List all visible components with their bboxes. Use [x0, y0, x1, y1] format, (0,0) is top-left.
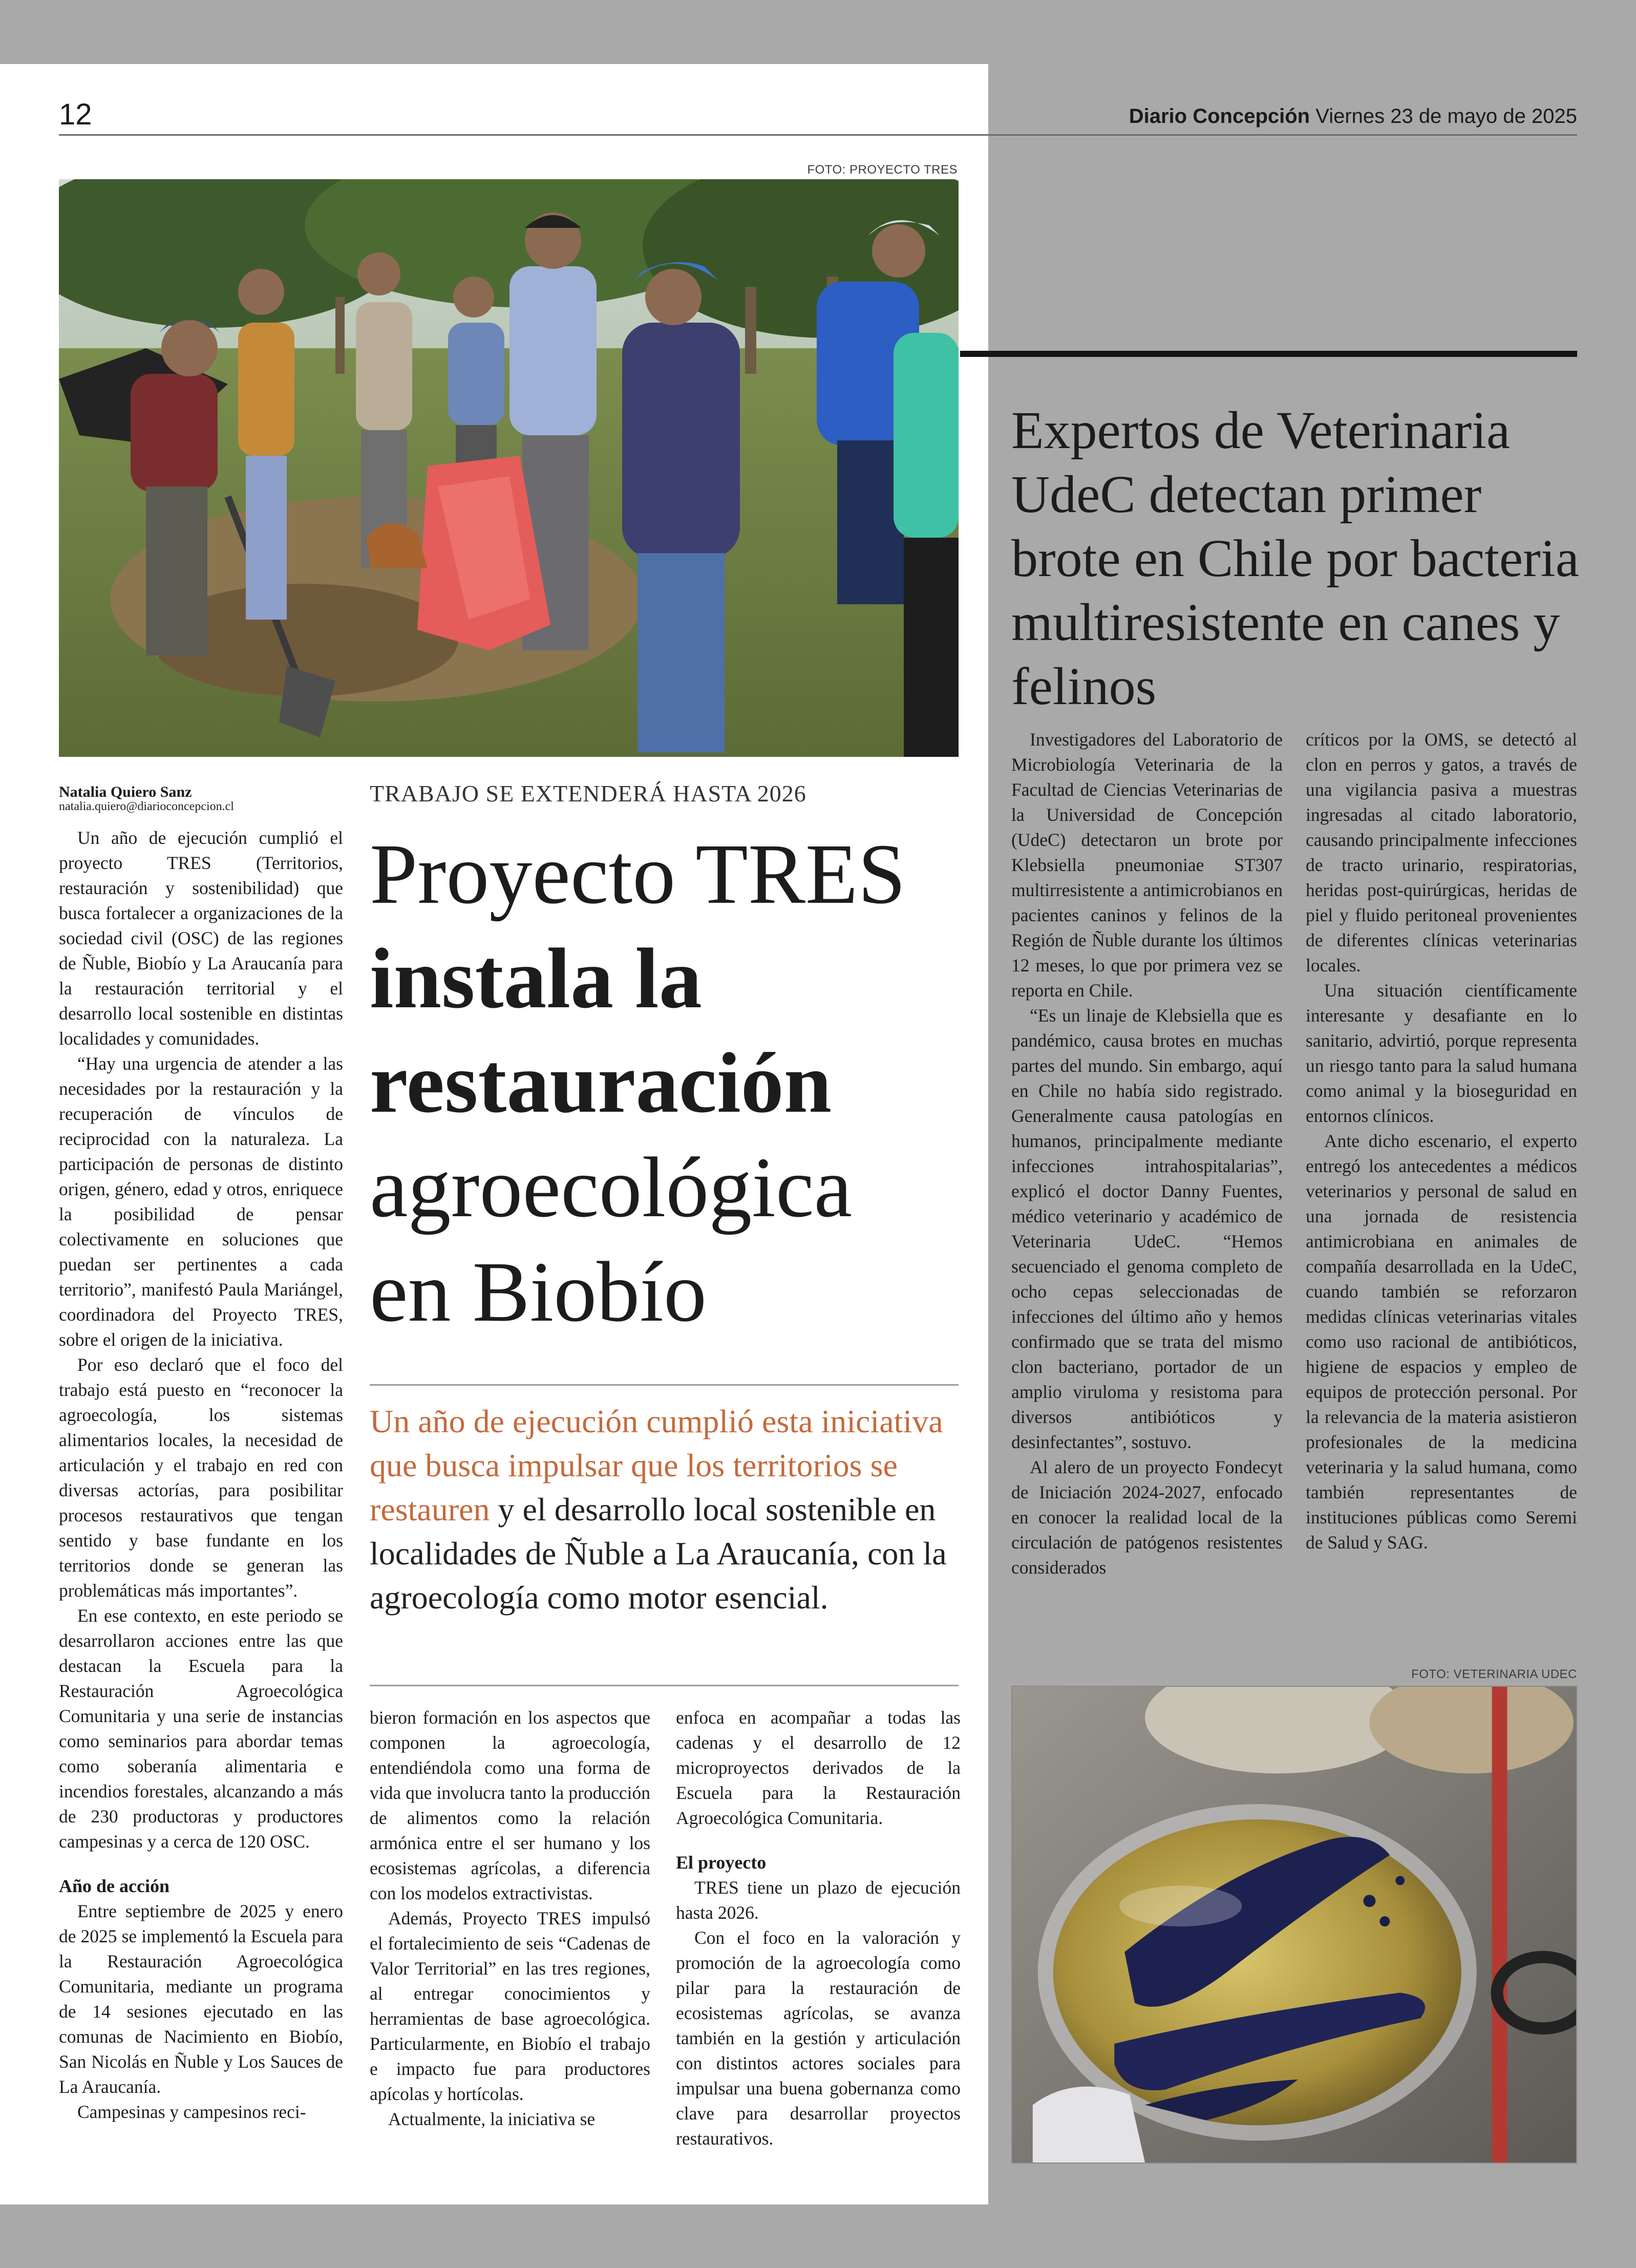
- header-rule: [59, 134, 1577, 136]
- main-article-photo: [59, 179, 959, 757]
- paragraph: Por eso declaró que el foco del trabajo está puesto en “reconocer la agroecología, los sistemas alimentarios locales, la necesidad de articulación y el trabajo en red con diversas actorías, para posibilitar procesos restaurativos que tengan sentido y base fundante en los territorios donde se generan las problemáticas más importantes”.: [59, 1354, 343, 1601]
- headline-line-5: en Biobío: [370, 1244, 707, 1340]
- side-article-headline: Expertos de Veterinaria UdeC detectan primer brote en Chile por bacteria multiresistente en canes y felinos: [1011, 401, 1579, 716]
- deck-rule-bottom: [370, 1685, 959, 1686]
- headline-line-3: restauración: [370, 1035, 832, 1131]
- kicker: TRABAJO SE EXTENDERÁ HASTA 2026: [370, 780, 806, 807]
- paragraph: Al alero de un proyecto Fondecyt de Iniciación 2024-2027, enfocado en conocer la realidad local de la circulación de patógenos resistentes considerados: [1011, 1457, 1283, 1578]
- paragraph: Ante dicho escenario, el experto entregó los antecedentes a médicos veterinarios y personal de salud en una jornada de resistencia antimicrobiana en animales de compañía desarrollada en la UdeC, cuando también se reforzaron medidas clínicas veterinarias vitales como uso racional de antibióticos, higiene de espacios y empleo de equipos de protección personal. Por la relevancia de la materia asistieron profesionales de la medicina veterinaria y la salud humana, como también representantes de instituciones públicas como Seremi de Salud y SAG.: [1306, 1131, 1577, 1553]
- headline-line-4: agroecológica: [370, 1140, 853, 1235]
- paragraph: bieron formación en los aspectos que componen la agroecología, entendiéndola como una forma de vida que involucra tanto la producción de alimentos como la relación armónica entre el ser humano y los ecosistemas agrícolas, a diferencia con los modelos extractivistas.: [370, 1707, 650, 1903]
- masthead: [1129, 105, 1577, 128]
- main-article-column-2: [370, 1705, 650, 2132]
- side-article-rule: [960, 351, 1577, 357]
- paragraph: enfoca en acompañar a todas las cadenas y el desarrollo de 12 microproyectos derivados de la Escuela para la Restauración Agroecológica Comunitaria.: [676, 1707, 961, 1828]
- paragraph: Campesinas y campesinos reci-: [77, 2102, 306, 2122]
- deck: [370, 1400, 964, 1620]
- paragraph: Un año de ejecución cumplió el proyecto TRES (Territorios, restauración y sostenibilidad) que busca fortalecer a organizaciones de la sociedad civil (OSC) de las regiones de Ñuble, Biobío y La Araucanía para la restauración territorial y el desarrollo local sostenible en distintas localidades y comunidades.: [59, 828, 343, 1049]
- paragraph: Además, Proyecto TRES impulsó el fortalecimiento de seis “Cadenas de Valor Territorial” en las tres regiones, al entregar conocimientos y herramientas de base agroecológica. Particularmente, en Biobío el trabajo e impacto fue para productores apícolas y hortícolas.: [370, 1908, 650, 2104]
- deck-highlight: Un año de ejecución cumplió esta iniciativa que busca impulsar que los territorios se restauren: [370, 1403, 943, 1528]
- photo-credit: FOTO: PROYECTO TRES: [807, 163, 958, 177]
- newspaper-name: Diario Concepción: [1129, 105, 1310, 128]
- field-workshop-illustration: [59, 179, 959, 757]
- paragraph: Investigadores del Laboratorio de Microbiología Veterinaria de la Facultad de Ciencias Veterinarias de la Universidad de Concepción (UdeC) detectaron un brote por Klebsiella pneumoniae ST307 multirresistente a antimicrobianos en pacientes caninos y felinos de la Región de Ñuble durante los últimos 12 meses, lo que por primera vez se reporta en Chile.: [1011, 729, 1283, 1001]
- side-article-photo: [1011, 1686, 1577, 2164]
- side-article-column-2: [1306, 727, 1577, 1555]
- byline-email: natalia.quiero@diarioconcepcion.cl: [59, 800, 234, 813]
- main-article-column-1: [59, 825, 343, 2125]
- paragraph: TRES tiene un plazo de ejecución hasta 2026.: [676, 1877, 961, 1923]
- byline-name: Natalia Quiero Sanz: [59, 783, 192, 800]
- main-headline: [370, 822, 969, 1344]
- deck-rule-top: [370, 1384, 959, 1386]
- issue-date: Viernes 23 de mayo de 2025: [1315, 105, 1577, 128]
- photo-credit: FOTO: VETERINARIA UDEC: [1411, 1667, 1577, 1681]
- paragraph: En ese contexto, en este periodo se desarrollaron acciones entre las que destacan la Escuela para la Restauración Agroecológica Comunitaria y una serie de instancias como seminarios para abordar temas como soberanía alimentaria e incendios forestales, alcanzando a más de 230 productoras y productores campesinas y a cerca de 120 OSC.: [59, 1605, 343, 1852]
- headline-line-1: Proyecto TRES: [370, 826, 906, 922]
- side-article-column-1: [1011, 727, 1283, 1580]
- deck-text: y el desarrollo local sostenible en localidades de Ñuble a La Araucanía, con la agroecología como motor esencial.: [370, 1491, 947, 1616]
- paragraph: Una situación científicamente interesante y desafiante en lo sanitario, advirtió, porque representa un riesgo tanto para la salud humana como animal y la bioseguridad en entornos clínicos.: [1306, 980, 1577, 1126]
- paragraph: críticos por la OMS, se detectó al clon en perros y gatos, a través de una vigilancia pasiva a muestras ingresadas al citado laboratorio, causando principalmente infecciones de tracto urinario, respiratorias, heridas post-quirúrgicas, heridas de piel y fluido peritoneal provenientes de diferentes clínicas veterinarias locales.: [1306, 729, 1577, 976]
- paragraph: “Hay una urgencia de atender a las necesidades por la restauración y la recuperación de vínculos de reciprocidad con la naturaleza. La participación de personas de distinto origen, género, edad y otros, enriquece la posibilidad de pensar colectivamente en soluciones que puedan ser pertinentes a cada territorio”, manifestó Paula Mariángel, coordinadora del Proyecto TRES, sobre el origen de la iniciativa.: [59, 1053, 343, 1350]
- main-article-column-3: [676, 1705, 961, 2151]
- petri-dish-illustration: [1012, 1687, 1576, 2163]
- paragraph: Con el foco en la valoración y promoción de la agroecología como pilar para la restauración de ecosistemas agrícolas, se avanza también en la gestión y articulación con distintos actores sociales para impulsar una buena gobernanza como clave para desarrollar proyectos restaurativos.: [676, 1927, 961, 2149]
- subheading: El proyecto: [676, 1852, 767, 1873]
- headline-line-2: instala la: [370, 931, 702, 1026]
- subheading: Año de acción: [59, 1876, 169, 1896]
- paragraph: Entre septiembre de 2025 y enero de 2025 se implementó la Escuela para la Restauración Agroecológica Comunitaria, mediante un programa de 14 sesiones ejecutado en las comunas de Nacimiento en Biobío, San Nicolás en Ñuble y Los Sauces de La Araucanía.: [59, 1901, 343, 2097]
- paragraph: Actualmente, la iniciativa se: [388, 2109, 596, 2129]
- page-number: 12: [59, 98, 92, 131]
- paragraph: “Es un linaje de Klebsiella que es pandémico, causa brotes en muchas partes del mundo. Sin embargo, aquí en Chile no había sido registrado. Generalmente causa patologías en humanos, principalmente mediante infecciones intrahospitalarias”, explicó el doctor Danny Fuentes, médico veterinario y académico de Veterinaria UdeC. “Hemos secuenciado el genoma completo de ocho cepas seleccionadas de infecciones del último año y hemos confirmado que se trata del mismo clon bacteriano, portador de un amplio viruloma y resistoma para diversos antibióticos y desinfectantes”, sostuvo.: [1011, 1005, 1283, 1452]
